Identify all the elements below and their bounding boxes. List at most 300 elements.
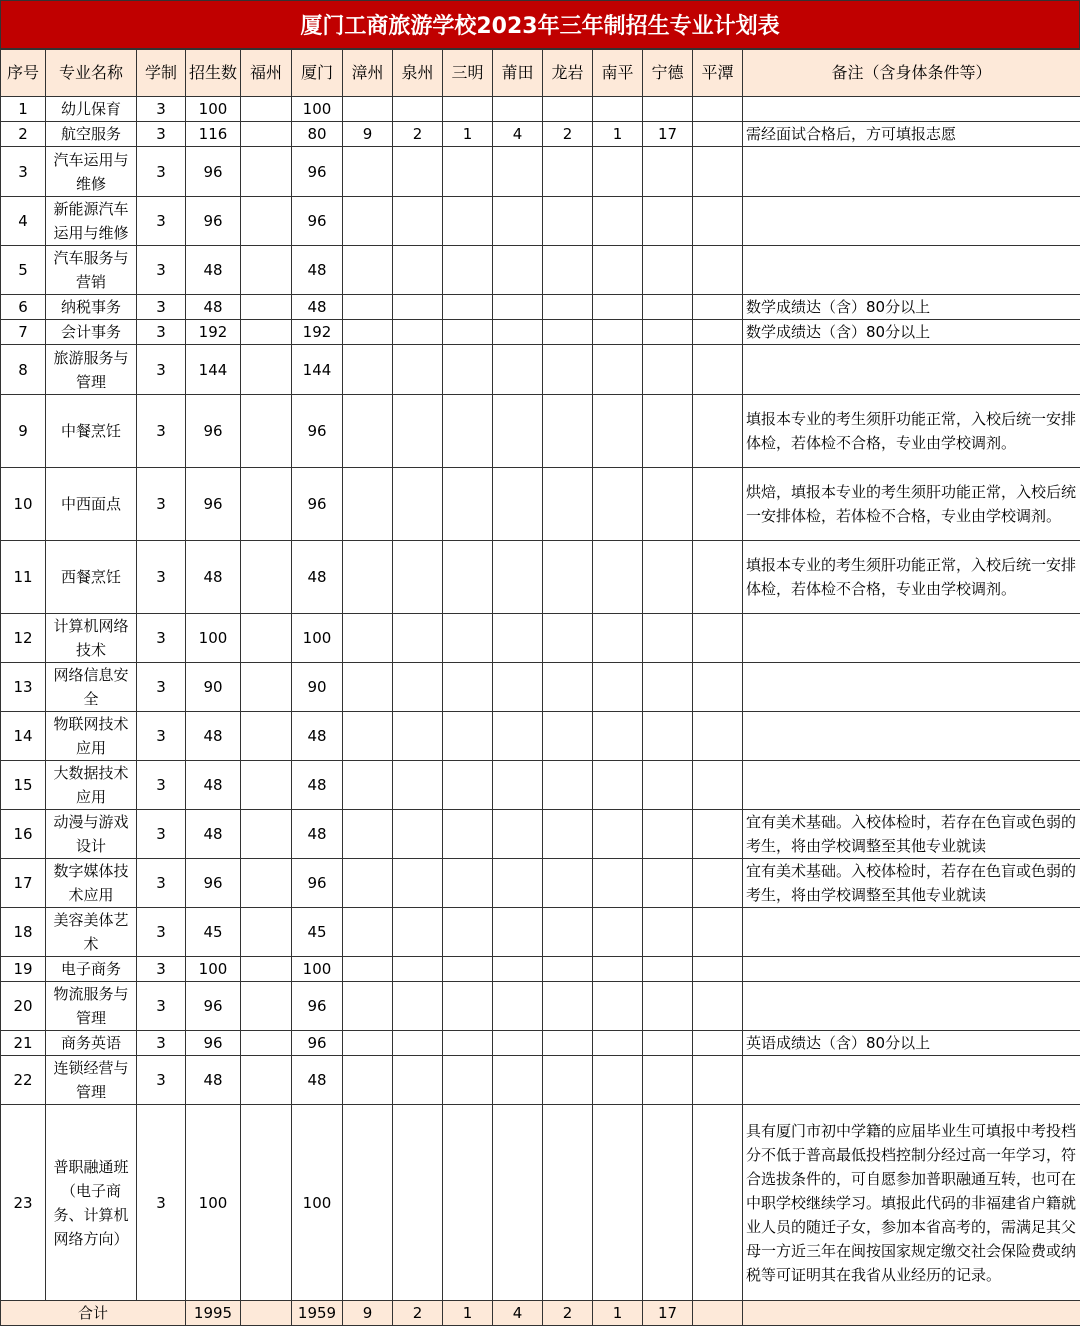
table-cell: 48	[186, 712, 241, 761]
table-cell: 9	[1, 395, 46, 468]
table-cell	[493, 663, 543, 712]
table-cell: 3	[137, 1031, 186, 1056]
table-cell	[393, 395, 443, 468]
table-cell: 96	[292, 468, 343, 541]
table-cell	[241, 320, 292, 345]
note-cell	[743, 246, 1080, 295]
header-cell: 学制	[137, 50, 186, 97]
table-cell: 3	[137, 908, 186, 957]
table-cell	[393, 982, 443, 1031]
major-name-cell: 汽车运用与维修	[46, 147, 137, 197]
total-cell: 2	[543, 1301, 593, 1326]
table-cell: 18	[1, 908, 46, 957]
table-cell	[241, 468, 292, 541]
table-cell	[693, 1056, 743, 1105]
table-cell	[393, 810, 443, 859]
table-cell	[343, 468, 393, 541]
table-cell: 2	[543, 122, 593, 147]
table-row	[1, 320, 1080, 345]
table-cell	[593, 957, 643, 982]
table-cell	[543, 908, 593, 957]
table-cell	[493, 97, 543, 122]
table-cell	[443, 468, 493, 541]
table-cell: 100	[186, 957, 241, 982]
major-name-cell: 新能源汽车运用与维修	[46, 197, 137, 246]
header-cell: 漳州	[343, 50, 393, 97]
table-cell	[493, 859, 543, 908]
table-cell: 1	[443, 122, 493, 147]
total-label: 合计	[1, 1301, 186, 1326]
table-cell	[493, 1031, 543, 1056]
table-cell	[393, 97, 443, 122]
table-cell	[443, 1056, 493, 1105]
table-cell: 96	[292, 147, 343, 197]
table-cell	[593, 295, 643, 320]
table-cell	[343, 295, 393, 320]
table-cell	[393, 295, 443, 320]
table-cell: 1	[1, 97, 46, 122]
note-cell	[743, 761, 1080, 810]
table-cell	[543, 761, 593, 810]
table-cell	[493, 295, 543, 320]
header-cell: 招生数	[186, 50, 241, 97]
table-cell	[443, 147, 493, 197]
table-cell: 48	[292, 295, 343, 320]
table-cell	[393, 761, 443, 810]
table-cell	[543, 859, 593, 908]
table-cell	[343, 395, 393, 468]
table-cell	[693, 810, 743, 859]
table-cell	[393, 246, 443, 295]
total-cell: 1	[593, 1301, 643, 1326]
table-cell	[593, 614, 643, 663]
table-cell: 4	[1, 197, 46, 246]
table-cell	[241, 614, 292, 663]
table-cell	[493, 957, 543, 982]
note-cell	[743, 663, 1080, 712]
table-cell	[643, 97, 693, 122]
table-cell	[443, 320, 493, 345]
table-row	[1, 246, 1080, 295]
table-cell	[443, 957, 493, 982]
table-cell	[393, 1056, 443, 1105]
table-cell	[593, 810, 643, 859]
header-cell: 备注（含身体条件等）	[743, 50, 1080, 97]
table-cell	[693, 541, 743, 614]
table-cell	[241, 761, 292, 810]
table-cell	[493, 1105, 543, 1301]
table-cell: 13	[1, 663, 46, 712]
table-cell	[393, 663, 443, 712]
table-cell: 4	[493, 122, 543, 147]
table-cell	[643, 810, 693, 859]
table-cell	[443, 541, 493, 614]
header-cell: 厦门	[292, 50, 343, 97]
table-row	[1, 663, 1080, 712]
major-name-cell: 幼儿保育	[46, 97, 137, 122]
table-cell	[693, 320, 743, 345]
table-cell	[241, 982, 292, 1031]
table-cell: 20	[1, 982, 46, 1031]
table-cell: 3	[137, 1056, 186, 1105]
table-cell	[693, 712, 743, 761]
table-cell	[343, 1105, 393, 1301]
table-row	[1, 761, 1080, 810]
total-cell	[743, 1301, 1080, 1326]
header-cell: 三明	[443, 50, 493, 97]
table-cell	[593, 712, 643, 761]
table-cell	[493, 541, 543, 614]
table-cell	[593, 1105, 643, 1301]
table-cell: 96	[186, 147, 241, 197]
table-cell	[543, 320, 593, 345]
table-cell	[241, 246, 292, 295]
table-cell: 100	[292, 614, 343, 663]
table-cell	[693, 908, 743, 957]
table-cell	[241, 1056, 292, 1105]
note-cell: 宜有美术基础。入校体检时，若存在色盲或色弱的考生，将由学校调整至其他专业就读	[743, 859, 1080, 908]
table-cell: 80	[292, 122, 343, 147]
table-cell: 15	[1, 761, 46, 810]
table-cell	[543, 1105, 593, 1301]
table-cell: 3	[137, 614, 186, 663]
table-cell	[693, 982, 743, 1031]
total-cell: 1	[443, 1301, 493, 1326]
table-cell: 144	[292, 345, 343, 395]
table-cell	[343, 712, 393, 761]
note-cell: 烘焙，填报本专业的考生须肝功能正常，入校后统一安排体检，若体检不合格，专业由学校调剂。	[743, 468, 1080, 541]
table-cell	[343, 345, 393, 395]
header-cell: 宁德	[643, 50, 693, 97]
table-cell: 48	[292, 761, 343, 810]
table-cell	[543, 395, 593, 468]
total-cell: 17	[643, 1301, 693, 1326]
major-name-cell: 商务英语	[46, 1031, 137, 1056]
table-cell	[593, 908, 643, 957]
table-cell	[493, 1056, 543, 1105]
table-cell: 3	[137, 1105, 186, 1301]
table-cell: 21	[1, 1031, 46, 1056]
table-cell	[393, 712, 443, 761]
table-cell: 3	[137, 663, 186, 712]
table-cell	[343, 246, 393, 295]
table-cell	[693, 147, 743, 197]
table-cell: 2	[1, 122, 46, 147]
table-cell	[443, 1105, 493, 1301]
table-cell: 48	[292, 712, 343, 761]
table-cell	[693, 345, 743, 395]
major-name-cell: 旅游服务与管理	[46, 345, 137, 395]
header-cell: 福州	[241, 50, 292, 97]
table-row	[1, 859, 1080, 908]
table-cell	[693, 614, 743, 663]
major-name-cell: 计算机网络技术	[46, 614, 137, 663]
table-cell	[543, 147, 593, 197]
table-row	[1, 122, 1080, 147]
note-cell	[743, 614, 1080, 663]
note-cell: 填报本专业的考生须肝功能正常，入校后统一安排体检，若体检不合格，专业由学校调剂。	[743, 541, 1080, 614]
table-cell: 100	[186, 97, 241, 122]
table-cell	[241, 395, 292, 468]
table-cell: 192	[292, 320, 343, 345]
table-cell: 96	[186, 1031, 241, 1056]
table-cell	[693, 97, 743, 122]
table-cell	[443, 1031, 493, 1056]
table-cell	[543, 810, 593, 859]
table-cell	[543, 295, 593, 320]
table-cell	[493, 197, 543, 246]
table-cell	[693, 1031, 743, 1056]
table-cell: 17	[643, 122, 693, 147]
table-cell	[593, 97, 643, 122]
note-cell	[743, 982, 1080, 1031]
major-name-cell: 电子商务	[46, 957, 137, 982]
table-cell: 45	[186, 908, 241, 957]
table-cell: 8	[1, 345, 46, 395]
table-cell: 45	[292, 908, 343, 957]
table-cell	[443, 982, 493, 1031]
total-row	[1, 1301, 1080, 1326]
table-row	[1, 295, 1080, 320]
note-cell	[743, 97, 1080, 122]
table-cell	[693, 395, 743, 468]
table-cell: 3	[137, 712, 186, 761]
table-cell: 3	[137, 859, 186, 908]
table-cell	[241, 295, 292, 320]
table-cell: 3	[137, 345, 186, 395]
table-cell: 96	[186, 859, 241, 908]
note-cell	[743, 957, 1080, 982]
table-cell	[643, 295, 693, 320]
table-cell: 14	[1, 712, 46, 761]
table-cell	[643, 1031, 693, 1056]
table-cell: 100	[186, 1105, 241, 1301]
table-cell	[393, 541, 443, 614]
major-name-cell: 中西面点	[46, 468, 137, 541]
table-cell	[393, 859, 443, 908]
table-cell	[593, 663, 643, 712]
table-cell	[241, 957, 292, 982]
table-cell	[543, 1031, 593, 1056]
header-cell: 龙岩	[543, 50, 593, 97]
table-cell	[443, 908, 493, 957]
table-cell	[643, 395, 693, 468]
table-cell	[693, 295, 743, 320]
table-cell	[443, 97, 493, 122]
major-name-cell: 航空服务	[46, 122, 137, 147]
table-cell	[493, 147, 543, 197]
table-cell: 3	[137, 541, 186, 614]
table-cell: 48	[292, 1056, 343, 1105]
table-cell	[593, 468, 643, 541]
table-cell: 23	[1, 1105, 46, 1301]
table-cell: 100	[292, 97, 343, 122]
table-cell	[393, 1105, 443, 1301]
table-cell: 10	[1, 468, 46, 541]
table-cell	[593, 541, 643, 614]
table-row	[1, 1056, 1080, 1105]
table-cell	[643, 468, 693, 541]
table-cell	[693, 859, 743, 908]
table-cell	[343, 541, 393, 614]
table-cell	[443, 345, 493, 395]
table-cell: 3	[137, 97, 186, 122]
total-cell: 2	[393, 1301, 443, 1326]
major-name-cell: 数字媒体技术应用	[46, 859, 137, 908]
major-name-cell: 物流服务与管理	[46, 982, 137, 1031]
table-cell	[343, 859, 393, 908]
table-cell: 48	[186, 810, 241, 859]
table-cell	[493, 761, 543, 810]
table-cell: 2	[393, 122, 443, 147]
table-cell	[443, 663, 493, 712]
table-cell	[493, 320, 543, 345]
table-cell	[693, 246, 743, 295]
table-cell: 3	[137, 395, 186, 468]
table-cell	[543, 97, 593, 122]
table-cell: 96	[186, 468, 241, 541]
table-cell: 3	[137, 320, 186, 345]
table-cell	[643, 982, 693, 1031]
table-cell	[693, 957, 743, 982]
note-cell	[743, 908, 1080, 957]
note-cell: 数学成绩达（含）80分以上	[743, 320, 1080, 345]
table-row	[1, 982, 1080, 1031]
table-cell: 90	[186, 663, 241, 712]
note-cell: 具有厦门市初中学籍的应届毕业生可填报中考投档分不低于普高最低投档控制分经过高一年学习，符合选拔条件的，可自愿参加普职融通互转，也可在中职学校继续学习。填报此代码的非福建省户籍就业人员的随迁子女，参加本省高考的，需满足其父母一方近三年在闽按国家规定缴交社会保险费或纳税等可证明其在我省从业经历的记录。	[743, 1105, 1080, 1301]
table-cell	[643, 197, 693, 246]
table-cell: 16	[1, 810, 46, 859]
table-cell	[393, 908, 443, 957]
note-cell	[743, 197, 1080, 246]
table-cell	[443, 810, 493, 859]
table-row	[1, 1105, 1080, 1301]
total-cell	[241, 1301, 292, 1326]
table-cell	[241, 1105, 292, 1301]
table-cell	[343, 1031, 393, 1056]
table-cell: 144	[186, 345, 241, 395]
table-cell: 48	[186, 761, 241, 810]
table-cell: 1	[593, 122, 643, 147]
table-cell	[643, 908, 693, 957]
table-cell: 96	[186, 197, 241, 246]
table-cell: 96	[292, 1031, 343, 1056]
table-cell: 116	[186, 122, 241, 147]
total-cell: 9	[343, 1301, 393, 1326]
table-cell	[393, 1031, 443, 1056]
table-cell	[693, 1105, 743, 1301]
major-name-cell: 连锁经营与管理	[46, 1056, 137, 1105]
major-name-cell: 西餐烹饪	[46, 541, 137, 614]
table-cell: 48	[292, 810, 343, 859]
table-row	[1, 810, 1080, 859]
table-cell	[643, 541, 693, 614]
table-row	[1, 614, 1080, 663]
table-cell	[241, 147, 292, 197]
table-cell	[693, 663, 743, 712]
table-cell	[643, 1105, 693, 1301]
table-cell	[593, 761, 643, 810]
table-cell	[393, 614, 443, 663]
table-cell	[493, 712, 543, 761]
table-cell: 5	[1, 246, 46, 295]
table-cell	[393, 147, 443, 197]
table-cell	[443, 859, 493, 908]
note-cell	[743, 1056, 1080, 1105]
table-row	[1, 908, 1080, 957]
table-cell	[393, 320, 443, 345]
table-row	[1, 1031, 1080, 1056]
table-cell: 7	[1, 320, 46, 345]
table-cell: 48	[292, 541, 343, 614]
table-cell	[543, 345, 593, 395]
table-cell	[443, 246, 493, 295]
table-cell	[593, 395, 643, 468]
table-cell	[693, 761, 743, 810]
table-cell	[643, 320, 693, 345]
table-cell	[593, 246, 643, 295]
table-cell	[643, 1056, 693, 1105]
table-cell: 192	[186, 320, 241, 345]
table-cell	[543, 712, 593, 761]
table-cell	[543, 982, 593, 1031]
table-cell	[543, 246, 593, 295]
table-cell	[241, 1031, 292, 1056]
table-cell: 48	[292, 246, 343, 295]
table-row	[1, 468, 1080, 541]
table-cell	[343, 320, 393, 345]
table-cell	[593, 345, 643, 395]
table-cell	[493, 395, 543, 468]
header-cell: 泉州	[393, 50, 443, 97]
table-row	[1, 147, 1080, 197]
table-cell	[343, 147, 393, 197]
table-cell	[493, 614, 543, 663]
header-cell: 专业名称	[46, 50, 137, 97]
table-row	[1, 541, 1080, 614]
major-name-cell: 大数据技术应用	[46, 761, 137, 810]
total-cell: 1959	[292, 1301, 343, 1326]
table-cell: 100	[292, 957, 343, 982]
table-cell	[593, 1056, 643, 1105]
major-name-cell: 美容美体艺术	[46, 908, 137, 957]
table-cell	[343, 810, 393, 859]
table-cell	[443, 614, 493, 663]
table-cell: 22	[1, 1056, 46, 1105]
table-cell: 3	[137, 246, 186, 295]
table-cell	[343, 614, 393, 663]
table-cell: 96	[292, 982, 343, 1031]
note-cell: 宜有美术基础。入校体检时，若存在色盲或色弱的考生，将由学校调整至其他专业就读	[743, 810, 1080, 859]
table-cell	[343, 957, 393, 982]
table-cell: 90	[292, 663, 343, 712]
total-cell	[693, 1301, 743, 1326]
header-row	[1, 50, 1080, 97]
table-cell: 96	[292, 197, 343, 246]
table-cell: 3	[137, 957, 186, 982]
total-cell: 1995	[186, 1301, 241, 1326]
table-cell	[593, 197, 643, 246]
table-cell	[443, 761, 493, 810]
table-cell	[593, 859, 643, 908]
table-cell: 6	[1, 295, 46, 320]
table-cell: 12	[1, 614, 46, 663]
table-cell	[241, 663, 292, 712]
table-cell	[241, 859, 292, 908]
table-cell	[241, 541, 292, 614]
table-cell	[393, 345, 443, 395]
table-cell	[543, 663, 593, 712]
